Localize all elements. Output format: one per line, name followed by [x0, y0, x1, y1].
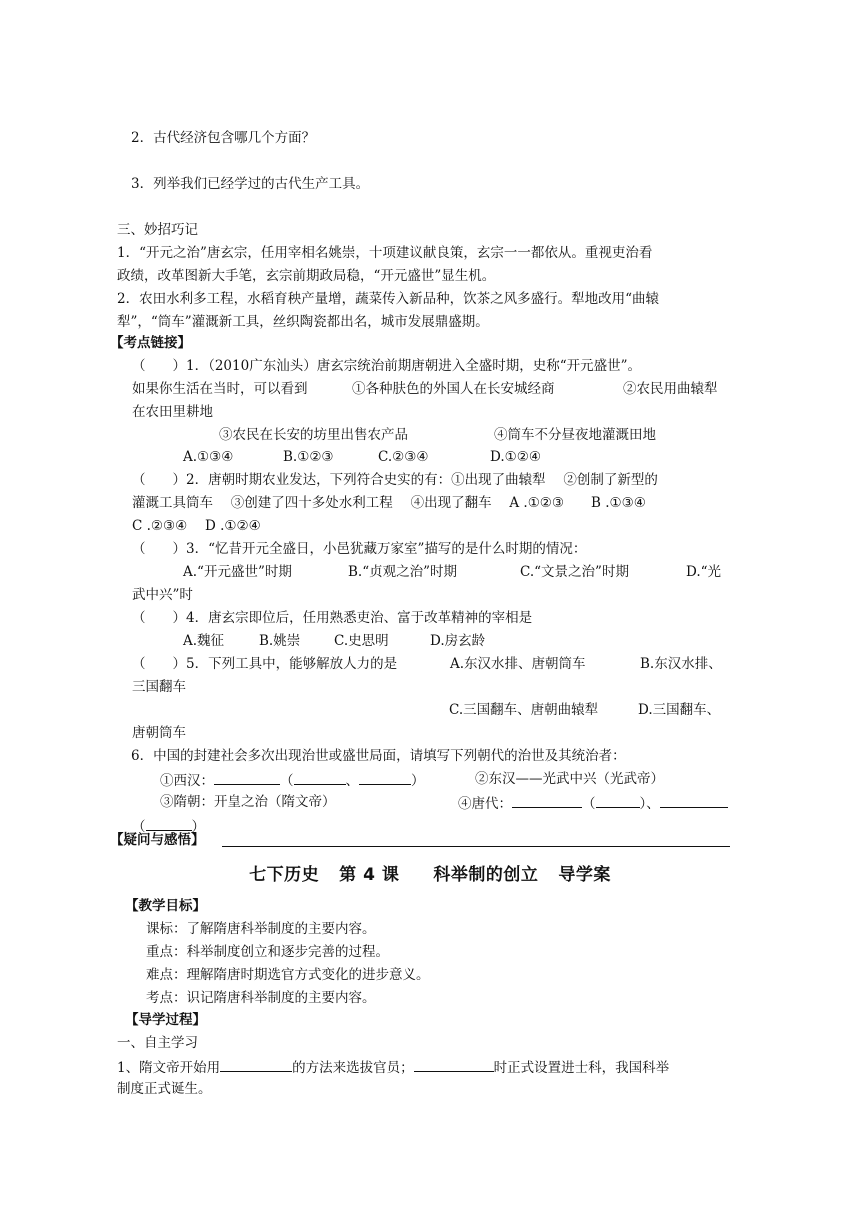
exercise-1-line-4b: ④筒车不分昼夜地灌溉田地	[494, 427, 656, 443]
exercise-5-option-d: D.三国翻车、	[638, 702, 721, 718]
exercise-2-line-3: C .②③④ D .①②④	[132, 518, 261, 534]
lesson-title-topic: 科举制的创立	[433, 865, 539, 885]
xihan-blank[interactable]	[214, 769, 280, 785]
goal-curriculum: 课标：了解隋唐科举制度的主要内容。	[146, 921, 376, 937]
tip-1-line-1: 1．“开元之治”唐玄宗，任用宰相名姚崇，十项建议献良策，玄宗一一都依从。重视吏治看	[117, 245, 653, 261]
exercise-2-line-2: 灌溉工具筒车 ③创建了四十多处水利工程 ④出现了翻车 A .①②③ B .①③④	[132, 495, 646, 511]
exercise-5-option-b: B.东汉水排、	[640, 656, 722, 672]
exercise-5-line-1a: （ ）5．下列工具中，能够解放人力的是	[132, 656, 398, 672]
exam-links-heading: 【考点链接】	[110, 335, 191, 351]
goal-exam-point: 考点：识记隋唐科举制度的主要内容。	[146, 990, 376, 1006]
xihan-ruler-blank-1[interactable]	[294, 769, 346, 785]
exercise-4-option-a: A.魏征	[183, 633, 225, 649]
self-study-item-1-line-2: 制度正式诞生。	[117, 1081, 212, 1097]
lesson-title	[0, 860, 860, 885]
exercise-1-option-c: C.②③④	[378, 449, 429, 465]
exercise-4-line-1: （ ）4．唐玄宗即位后，任用熟悉吏治、富于改革精神的宰相是	[132, 610, 533, 626]
tip-2-line-1: 2．农田水利多工程，水稻育秧产量增，蔬菜传入新品种，饮茶之风多盛行。犁地改用“曲辕	[117, 291, 659, 307]
exercise-4-option-d: D.房玄龄	[430, 633, 486, 649]
exercise-1-option-d: D.①②④	[490, 449, 541, 465]
tip-1-line-2: 政绩，改革图新大手笔，玄宗前期政局稳，“开元盛世”显生机。	[117, 268, 496, 284]
xihan-label: ①西汉：	[160, 773, 214, 789]
exercise-6-line-4: （ ）	[132, 815, 205, 837]
exercise-3-option-b: B.“贞观之治”时期	[348, 564, 458, 580]
self-study-heading: 一、自主学习	[117, 1035, 198, 1051]
exercise-2-line-1: （ ）2．唐朝时期农业发达，下列符合史实的有：①出现了曲辕犁 ②创制了新型的	[132, 472, 658, 488]
goal-key-point: 重点：科举制度创立和逐步完善的过程。	[146, 944, 389, 960]
exercise-5-option-c: C.三国翻车、唐朝曲辕犁	[449, 702, 599, 718]
exercise-1-option-b: B.①②③	[283, 449, 334, 465]
jinshi-time-blank[interactable]	[414, 1056, 494, 1072]
exercise-3-option-a: A.“开元盛世”时期	[183, 564, 292, 580]
question-3: 3．列举我们已经学过的古代生产工具。	[131, 176, 370, 192]
questions-reflections-heading: 【疑问与感悟】	[110, 832, 205, 848]
lesson-title-number: 第 4 课	[339, 865, 400, 885]
exercise-1-option-a: A.①③④	[183, 449, 234, 465]
tang-blank-2[interactable]	[660, 792, 728, 808]
exercise-6-xihan: ①西汉： （ 、 ）	[160, 769, 425, 791]
guided-process-heading: 【导学过程】	[125, 1012, 206, 1028]
exercise-6-donghan: ②东汉——光武中兴（光武帝）	[475, 771, 664, 787]
xihan-ruler-blank-2[interactable]	[359, 769, 411, 785]
exercise-1-line-2a: 如果你生活在当时，可以看到	[132, 381, 308, 397]
exercise-1-line-2c: ②农民用曲辕犁	[623, 381, 718, 397]
exercise-5-line-2: 三国翻车	[132, 679, 186, 695]
lesson-title-type: 导学案	[558, 865, 611, 885]
tip-2-line-2: 犁”，“筒车”灌溉新工具，丝织陶瓷都出名，城市发展鼎盛期。	[117, 314, 489, 330]
lesson-title-subject: 七下历史	[249, 865, 320, 885]
exercise-5-line-4: 唐朝筒车	[132, 725, 186, 741]
exercise-3-line-3: 武中兴”时	[132, 587, 193, 603]
tang-label: ④唐代：	[458, 796, 512, 812]
teaching-goals-heading: 【教学目标】	[125, 898, 206, 914]
section-heading-tips: 三、妙招巧记	[117, 222, 198, 238]
exercise-1-line-4a: ③农民在长安的坊里出售农产品	[219, 427, 408, 443]
exam-method-blank[interactable]	[220, 1056, 292, 1072]
exercise-1-line-1: （ ）1．（2010广东汕头）唐玄宗统治前期唐朝进入全盛时期，史称“开元盛世”。	[132, 358, 641, 374]
tang-ruler-blank[interactable]	[596, 792, 640, 808]
exercise-6-tang: ④唐代： （ ）、	[458, 792, 728, 814]
question-2: 2．古代经济包含哪几个方面？	[131, 130, 316, 146]
exercise-3-option-c: C.“文景之治”时期	[520, 564, 629, 580]
exercise-5-option-a: A.东汉水排、唐朝筒车	[450, 656, 586, 672]
exercise-4-option-b: B.姚崇	[259, 633, 301, 649]
exercise-6-sui: ③隋朝：开皇之治（隋文帝）	[160, 794, 336, 810]
exercise-1-line-2b: ①各种肤色的外国人在长安城经商	[352, 381, 555, 397]
self-study-item-1: 1、隋文帝开始用 的方法来选拔官员； 时正式设置进士科，我国科举	[117, 1056, 669, 1078]
exercise-1-line-3: 在农田里耕地	[132, 404, 213, 420]
exercise-4-option-c: C.史思明	[334, 633, 389, 649]
reflection-line[interactable]	[222, 846, 730, 847]
exercise-3-option-d: D.“光	[686, 564, 722, 580]
goal-difficulty: 难点：理解隋唐时期选官方式变化的进步意义。	[146, 967, 430, 983]
tang-blank[interactable]	[512, 792, 582, 808]
exercise-3-line-1: （ ）3．“忆昔开元全盛日，小邑犹藏万家室”描写的是什么时期的情况：	[132, 541, 587, 557]
tang-ruler-blank-2[interactable]	[146, 815, 192, 831]
exercise-6-line-1: 6．中国的封建社会多次出现治世或盛世局面，请填写下列朝代的治世及其统治者：	[131, 748, 626, 764]
